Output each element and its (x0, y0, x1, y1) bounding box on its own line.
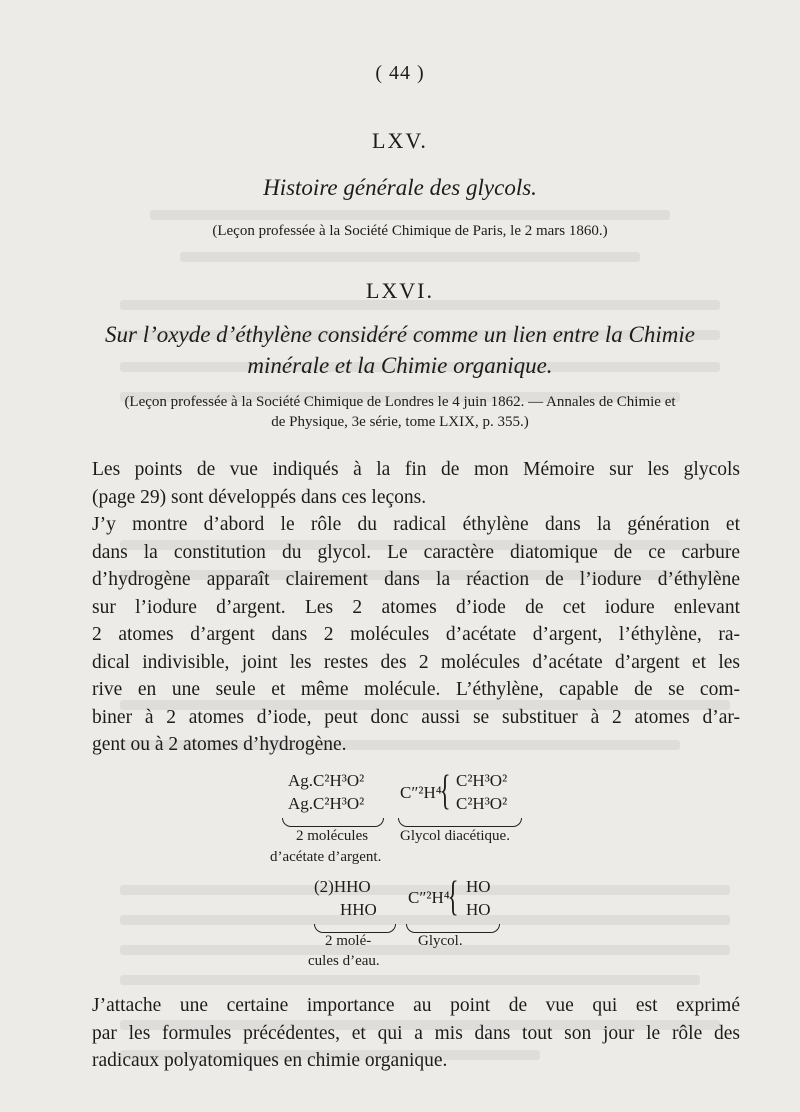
formula-text: HO (466, 900, 491, 919)
section-note-lxvi-line2: de Physique, 3e série, tome LXIX, p. 355.) (271, 414, 529, 430)
text-line: Les points de vue indiqués à la fin de mon Mémoire sur les glycols (92, 459, 740, 480)
formula-text: (2)HHO (314, 877, 371, 896)
formula-label: d’acétate d’argent. (270, 849, 382, 865)
text-line: d’hydrogène apparaît clairement dans la réaction de l’iodure d’éthylène (92, 569, 740, 590)
curly-brace: { (447, 874, 459, 920)
text-line: radicaux polyatomiques en chimie organique. (92, 1050, 448, 1071)
formula-label: Glycol. (418, 933, 463, 949)
underbrace (406, 924, 500, 933)
section-title-lxvi-line1: Sur l’oxyde d’éthylène considéré comme un lien entre la Chimie (105, 322, 695, 347)
formula-label: cules d’eau. (308, 953, 380, 969)
formula-text: C²H³O² (456, 771, 508, 790)
page-number: ( 44 ) (375, 62, 425, 84)
section-title-lxvi-line2: minérale et la Chimie organique. (247, 353, 553, 378)
paragraph-3 (92, 992, 740, 1075)
formula-text: Ag.C²H³O² (288, 794, 365, 813)
formula-label: 2 molécules (296, 828, 369, 844)
text-line: dical indivisible, joint les restes des 2 molécules d’acétate d’argent et les (92, 651, 740, 673)
section-note-lxvi-line1: (Leçon professée à la Société Chimique de Londres le 4 juin 1862. — Annales de Chimie et (124, 394, 676, 410)
text-line: dans la constitution du glycol. Le caractère diatomique de ce carbure (92, 541, 740, 563)
text-line: gent ou à 2 atomes d’hydrogène. (92, 734, 347, 755)
underbrace (314, 924, 396, 933)
formula-text: Ag.C²H³O² (288, 771, 365, 790)
paragraph-1 (92, 456, 740, 511)
paragraph-2 (92, 511, 740, 759)
formula-text: HO (466, 877, 491, 896)
text-line: par les formules précédentes, et qui a mis dans tout son jour le rôle des (92, 1022, 740, 1044)
formula-radical: C″²H⁴ (400, 783, 442, 802)
text-line: biner à 2 atomes d’iode, peut donc aussi se substituer à 2 atomes d’ar- (92, 706, 740, 728)
text-line: (page 29) sont développés dans ces leçons. (92, 486, 427, 508)
section-heading-lxv: LXV. (372, 128, 428, 153)
text-line: sur l’iodure d’argent. Les 2 atomes d’iode de cet iodure enlevant (92, 596, 740, 618)
curly-brace: { (439, 768, 451, 814)
underbrace (282, 818, 384, 827)
underbrace (398, 818, 522, 827)
formula-label: Glycol diacétique. (400, 828, 510, 844)
section-title-lxv: Histoire générale des glycols. (263, 175, 537, 200)
text-line: J’attache une certaine importance au point de vue qui est exprimé (92, 995, 740, 1016)
formula-radical: C″²H⁴ (408, 888, 450, 907)
formula-text: C²H³O² (456, 794, 508, 813)
formula-text: HHO (340, 900, 377, 919)
text-line: rive en une seule et même molécule. L’éthylène, capable de se com- (92, 679, 740, 700)
text-line: 2 atomes d’argent dans 2 molécules d’acétate d’argent, l’éthylène, ra- (92, 624, 740, 645)
section-heading-lxvi: LXVI. (365, 278, 435, 303)
text-line: J’y montre d’abord le rôle du radical éthylène dans la génération et (92, 514, 740, 535)
formula-label: 2 molé- (325, 933, 372, 949)
section-note-lxv: (Leçon professée à la Société Chimique de Paris, le 2 mars 1860.) (212, 223, 608, 239)
